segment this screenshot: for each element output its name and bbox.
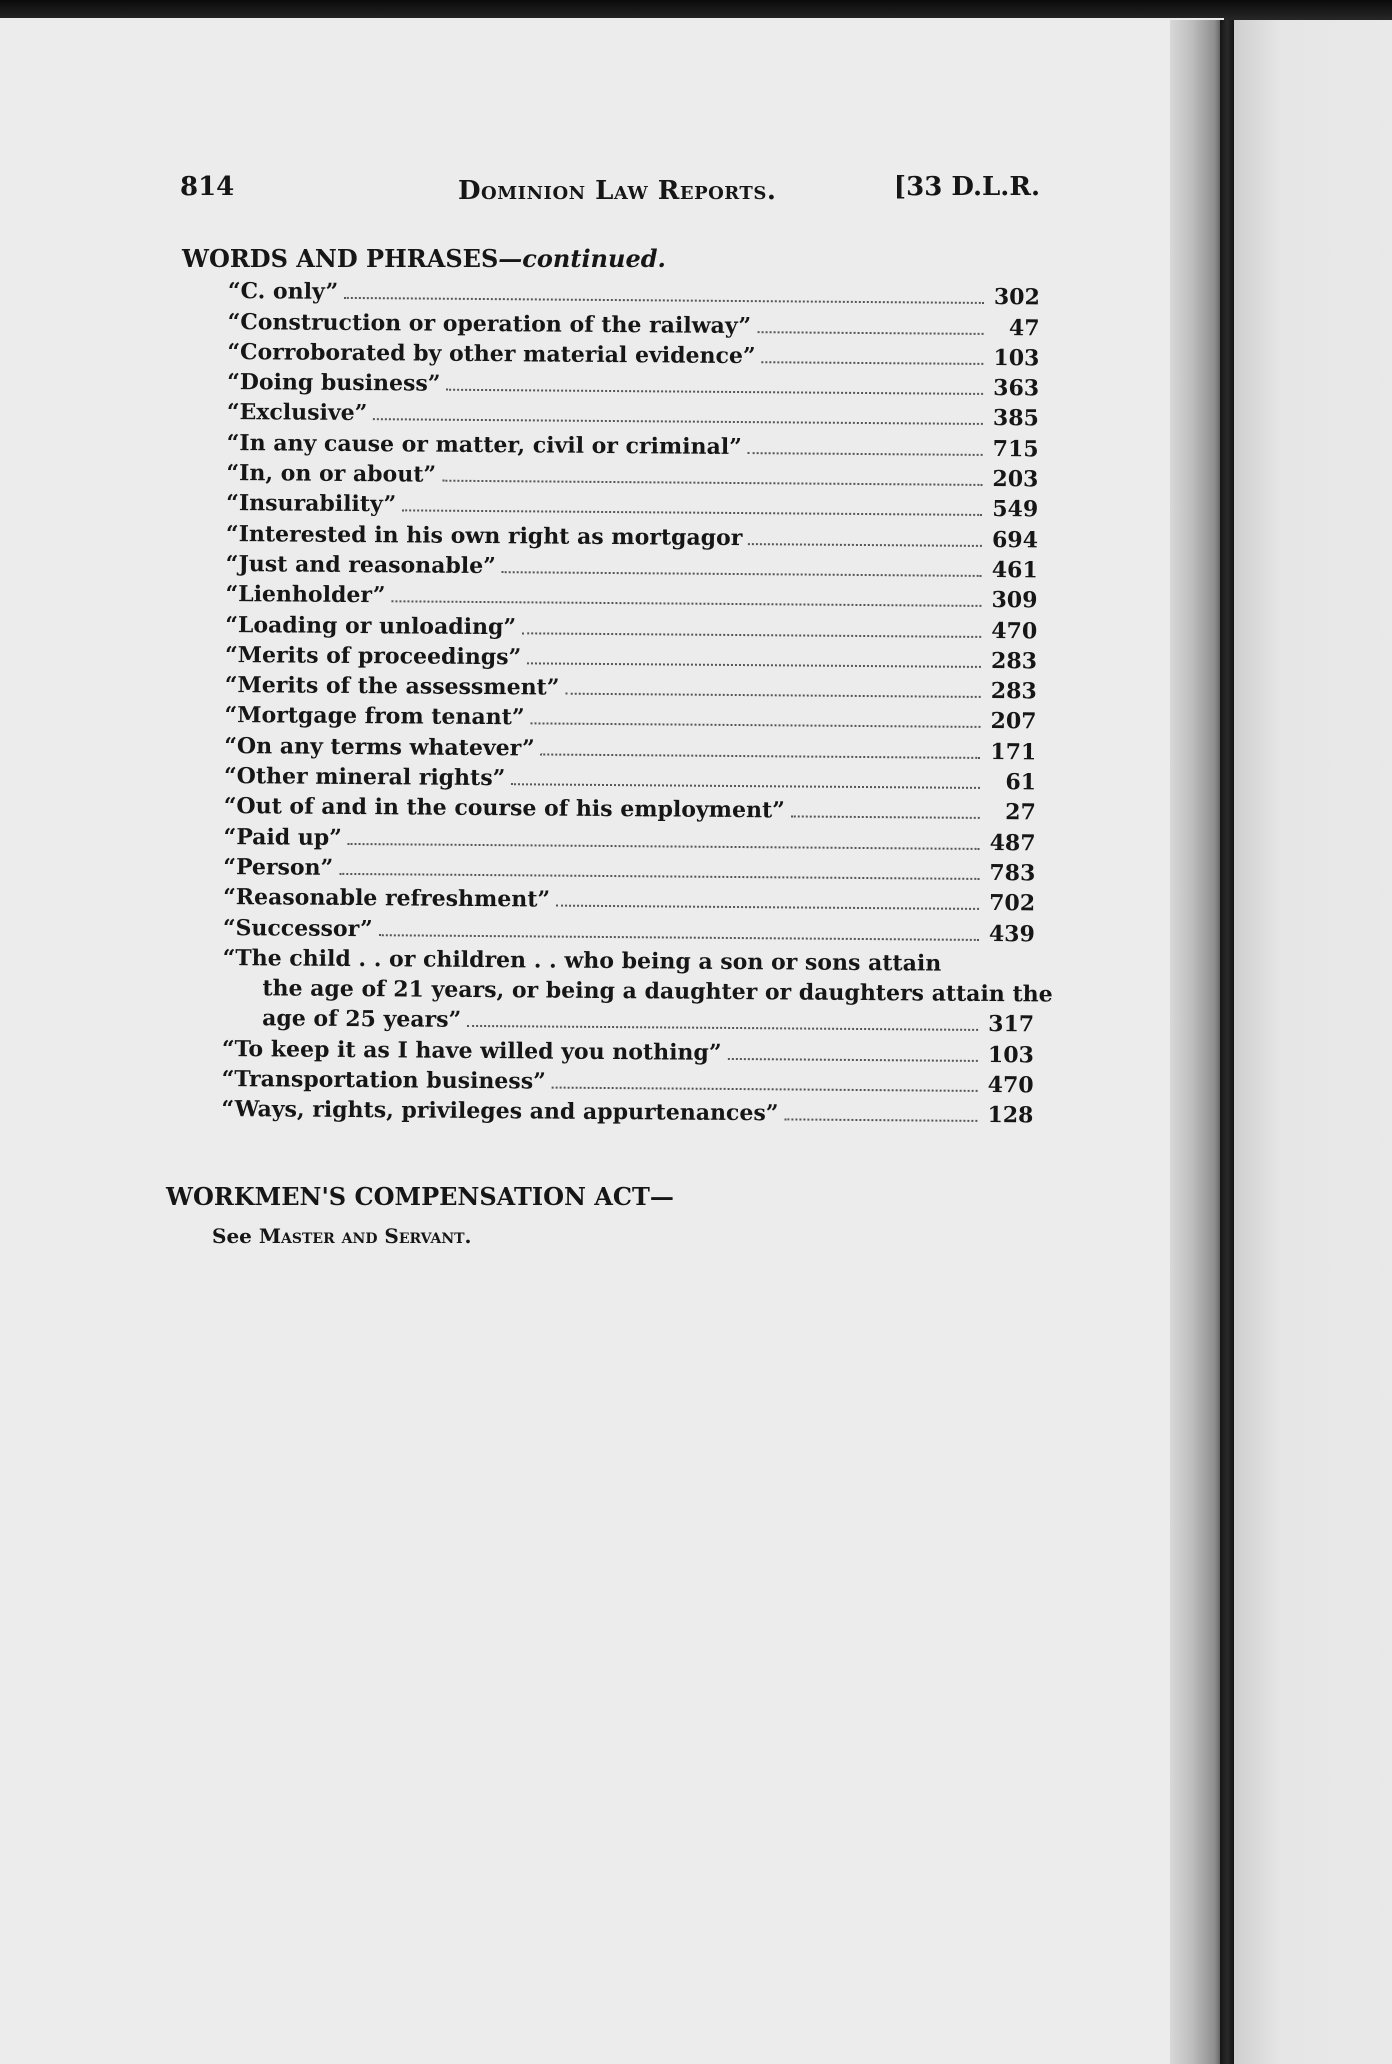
entry-term: “Doing business” [227, 369, 441, 397]
entry-page: 128 [987, 1102, 1034, 1129]
entry-term: “C. only” [227, 278, 339, 306]
cross-reference-target: Master and Servant. [258, 1224, 472, 1248]
dot-leader [527, 662, 981, 668]
dot-leader [552, 1087, 978, 1092]
entry-page: 363 [993, 375, 1040, 402]
entry-term-line-1: “The child . . or children . . who being a son or sons attain [222, 944, 942, 977]
entry-term: “In, on or about” [226, 460, 437, 488]
entry-page: 27 [1005, 799, 1036, 826]
entry-term: “Construction or operation of the railway” [227, 308, 752, 339]
entry-page: 715 [992, 435, 1039, 463]
continued-label: —continued. [498, 244, 666, 273]
entry-term: “Successor” [222, 914, 373, 942]
entry-term: “Person” [223, 853, 334, 881]
entry-page: 549 [992, 496, 1039, 523]
entry-page: 470 [991, 617, 1038, 644]
dot-leader [762, 361, 984, 365]
entry-page: 103 [987, 1041, 1035, 1069]
entry-page: 317 [988, 1011, 1035, 1038]
entry-term: “Ways, rights, privileges and appurtenances” [221, 1096, 779, 1127]
dot-leader [339, 873, 979, 880]
dot-leader [791, 816, 980, 819]
entry-term: “Merits of the assessment” [224, 672, 560, 701]
entry-page: 461 [991, 556, 1038, 584]
entry-term: “Mortgage from tenant” [224, 702, 525, 731]
entry-page: 302 [993, 284, 1040, 311]
entry-term: “On any terms whatever” [224, 732, 535, 762]
entry-term: “Other mineral rights” [223, 763, 506, 792]
entry-term: “Merits of proceedings” [224, 641, 522, 671]
entry-term: “Transportation business” [221, 1065, 546, 1095]
dot-leader [784, 1119, 977, 1123]
entry-page: 61 [1005, 769, 1037, 796]
index-entry [221, 1094, 1033, 1131]
entry-term: “Insurability” [226, 490, 397, 518]
dot-leader [344, 297, 984, 304]
entry-page: 103 [993, 344, 1040, 372]
entry-term: “Loading or unloading” [225, 611, 517, 640]
entry-page: 283 [990, 678, 1037, 705]
entry-term-line-2: the age of 21 years, or being a daughter or daughters attain the [262, 975, 1053, 1008]
entry-page: 487 [989, 829, 1036, 857]
entry-page: 702 [989, 890, 1036, 917]
dot-leader [373, 419, 983, 426]
dot-leader [556, 905, 979, 910]
entry-page: 439 [988, 920, 1035, 947]
entry-page: 694 [991, 526, 1039, 554]
book-spine [1220, 20, 1234, 2064]
dot-leader [748, 452, 983, 456]
index-entry-multiline [222, 943, 1053, 1040]
dot-leader [467, 1025, 978, 1031]
entry-term: “In any cause or matter, civil or criminal” [226, 429, 742, 460]
running-title: Dominion Law Reports. [458, 176, 777, 206]
dot-leader [402, 510, 982, 517]
dot-leader [748, 543, 982, 547]
volume-reference: [33 D.L.R. [893, 172, 1040, 202]
dot-leader [522, 632, 981, 638]
entry-page: 207 [990, 708, 1037, 735]
workmen-heading: WORKMEN'S COMPENSATION ACT— [166, 1182, 674, 1211]
dot-leader [442, 480, 982, 486]
dot-leader [757, 331, 984, 335]
entry-page: 470 [987, 1072, 1034, 1099]
index-entry [224, 791, 1036, 828]
entry-page: 203 [992, 466, 1039, 493]
cross-reference [212, 1224, 472, 1248]
dot-leader [502, 571, 982, 577]
dot-leader [391, 601, 981, 608]
entry-term: “Just and reasonable” [225, 550, 496, 580]
dot-leader [446, 389, 983, 395]
entry-term: “Out of and in the course of his employment” [223, 793, 785, 824]
entry-page: 309 [991, 587, 1038, 614]
entry-term: “To keep it as I have willed you nothing” [221, 1035, 722, 1066]
see-label: See [212, 1224, 252, 1248]
section-heading [182, 244, 666, 273]
section-title: WORDS AND PHRASES [182, 244, 499, 273]
dot-leader [530, 723, 980, 729]
entry-term: “Paid up” [223, 823, 342, 851]
running-header [180, 172, 1040, 216]
dot-leader [727, 1058, 977, 1062]
entry-page: 171 [990, 738, 1037, 766]
dot-leader [565, 693, 980, 698]
entry-term-line-3: age of 25 years” [262, 1005, 462, 1034]
gutter-shadow [1170, 20, 1226, 2064]
page-number: 814 [180, 172, 235, 202]
entry-page: 47 [1008, 314, 1040, 341]
index-entries [221, 276, 1053, 1131]
facing-page-edge [1234, 20, 1392, 2064]
dot-leader [511, 783, 980, 789]
entry-page: 783 [989, 859, 1036, 887]
entry-term: “Interested in his own right as mortgagor [225, 520, 743, 551]
entry-page: 385 [992, 405, 1040, 432]
entry-page: 283 [990, 647, 1038, 675]
entry-term: “Reasonable refreshment” [223, 884, 551, 913]
entry-term: “Exclusive” [226, 399, 368, 427]
dot-leader [348, 843, 980, 850]
dot-leader [541, 753, 981, 758]
entry-term: “Lienholder” [225, 581, 386, 609]
dot-leader [379, 934, 979, 941]
entry-term: “Corroborated by other material evidence” [227, 338, 756, 370]
